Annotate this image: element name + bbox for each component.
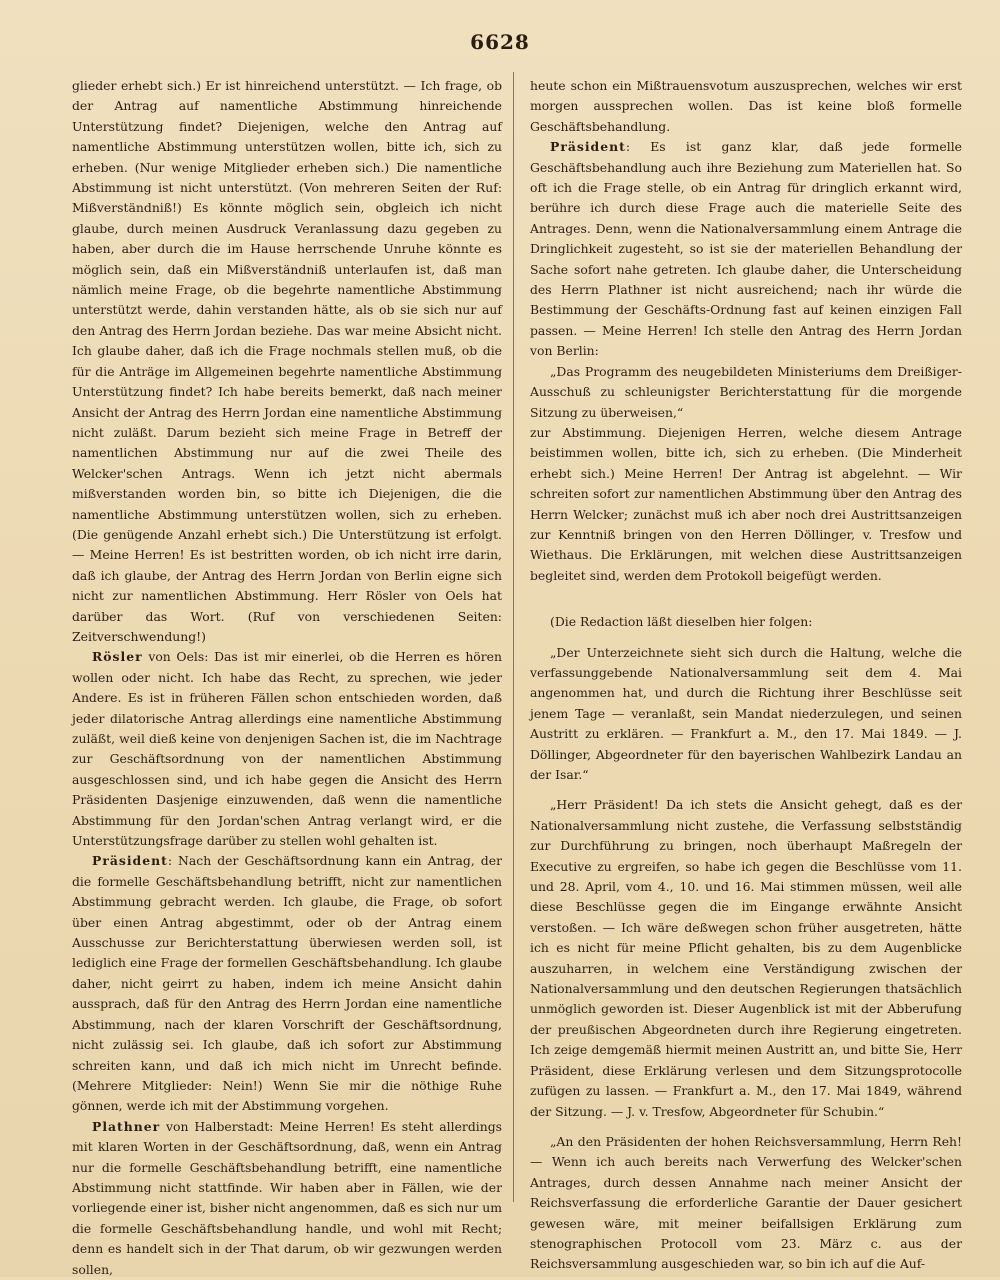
speaker-name: Präsident [92,853,168,869]
paragraph: glieder erhebt sich.) Er ist hinreichend unterstützt. — Ich frage, ob der Antrag auf namentliche Abstimmung hinreichende Unterstützung findet? Diejenigen, welche den Antrag auf namentliche Abstimmung unterstützen wollen, bitte ich, sich zu erheben. (Nur wenige Mitglieder erheben sich.) Die namentliche Abstimmung ist nicht unterstützt. (Von mehreren Seiten der Ruf: Mißverständniß!) Es könnte möglich sein, obgleich ich nicht glaube, durch meinen Ausdruck Veranlassung dazu gegeben zu haben, aber durch die im Hause herrschende Unruhe könnte es möglich sein, daß ein Mißverständniß unterlaufen ist, daß man nämlich meine Frage, ob die begehrte namentliche Abstimmung unterstützt werde, dahin verstanden hätte, als ob sie sich nur auf den Antrag des Herrn Jordan beziehe. Das war meine Absicht nicht. Ich glaube daher, daß ich die Frage nochmals stellen muß, ob die für die Anträge im Allgemeinen begehrte namentliche Abstimmung Unterstützung findet? Ich habe bereits bemerkt, daß nach meiner Ansicht der Antrag des Herrn Jordan eine namentliche Abstimmung nicht zuläßt. Darum bezieht sich meine Frage in Betreff der namentlichen Abstimmung nur auf die zwei Theile des Welcker'schen Antrags. Wenn ich jetzt nicht abermals mißverstanden worden bin, so bitte ich Diejenigen, die die namentliche Abstimmung unterstützen wollen, sich zu erheben. (Die genügende Anzahl erhebt sich.) Die Unterstützung ist erfolgt. — Meine Herren! Es ist bestritten worden, ob ich nicht irre darin, daß ich glaube, der Antrag des Herrn Jordan von Berlin eigne sich nicht zur namentlichen Abstimmung. Herr Rösler von Oels hat darüber das Wort. (Ruf von verschiedenen Seiten: Zeitverschwendung!) [72,78,502,644]
quoted-motion: „Das Programm des neugebildeten Ministeriums dem Dreißiger-Ausschuß zu schleunigster Berichterstattung für die morgende Sitzung zu überweisen,“ [530,363,962,420]
redaction-note: (Die Redaction läßt dieselben hier folgen: [550,614,813,630]
spacer [530,586,962,612]
speech-text: : Es ist ganz klar, daß jede formelle Geschäftsbehandlung auch ihre Beziehung zum Materiellen hat. So oft ich die Frage stelle, ob ein Antrag für dringlich erkannt wird, berühre ich durch diese Frage auch die materielle Seite des Antrages. Denn, wenn die Nationalversammlung einem Antrage die Dringlichkeit zugesteht, so ist sie der materiellen Behandlung der Sache sofort nahe getreten. Ich glaube daher, die Unterscheidung des Herrn Plathner ist nicht ausreichend; nach ihr würde die Bestimmung der Geschäfts-Ordnung fast auf keinen einzigen Fall passen. — Meine Herren! Ich stelle den Antrag des Herrn Jordan von Berlin: [530,139,962,359]
speech-paragraph [72,851,502,1116]
speech-paragraph [72,1117,502,1280]
speech-paragraph [72,647,502,851]
speaker-name: Plathner [92,1118,161,1134]
speaker-name: Rösler [92,649,143,665]
resignation-letter: „An den Präsidenten der hohen Reichsversammlung, Herrn Reh! — Wenn ich auch bereits nach Verwerfung des Welcker'schen Antrages, durch dessen Annahme nach meiner Ansicht der Reichsverfassung die erforderliche Garantie der Dauer gesichert gewesen wäre, mit meiner beifallsigen Erklärung zum stenographischen Protocoll vom 23. März c. aus der Reichsversammlung ausgeschieden war, so bin ich auf die Auf- [530,1133,962,1272]
speech-text: von Halberstadt: Meine Herren! Es steht allerdings mit klaren Worten in der Geschäftsordnung, daß, wenn ein Antrag nur die formelle Geschäftsbehandlung betrifft, eine namentliche Abstimmung nicht stattfinde. Wir haben aber in Fällen, wie der vorliegende einer ist, bisher nicht angenommen, daß es sich nur um die formelle Geschäftsbehandlung handle, und wohl mit Recht; denn es handelt sich in der That darum, ob wir gezwungen werden sollen, [72,1118,502,1277]
paragraph: heute schon ein Mißtrauensvotum auszusprechen, welches wir erst morgen aussprechen wollen. Das ist keine bloß formelle Geschäftsbehandlung. [530,78,962,134]
page-number: 6628 [470,30,530,54]
paragraph: zur Abstimmung. Diejenigen Herren, welche diesem Antrage beistimmen wollen, bitte ich, sich zu erheben. (Die Minderheit erhebt sich.) Meine Herren! Der Antrag ist abgelehnt. — Wir schreiten sofort zur namentlichen Abstimmung über den Antrag des Herrn Welcker; zunächst muß ich aber noch drei Austrittsanzeigen zur Kenntniß bringen von den Herren Döllinger, v. Tresfow und Wiethaus. Die Erklärungen, mit welchen diese Austrittsanzeigen begleitet sind, werden dem Protokoll beigefügt werden. [530,424,962,583]
column-divider [513,72,514,1202]
right-column [530,76,962,1275]
speech-text: : Nach der Geschäftsordnung kann ein Antrag, der die formelle Geschäftsbehandlung betrifft, nicht zur namentlichen Abstimmung gebracht werden. Ich glaube, die Frage, ob sofort über einen Antrag abgestimmt, oder ob der Antrag einem Ausschusse zur Berichterstattung überwiesen werden soll, ist lediglich eine Frage der formellen Geschäftsbehandlung. Ich glaube daher, nicht geirrt zu haben, indem ich meine Ansicht dahin aussprach, daß für den Antrag des Herrn Jordan eine namentliche Abstimmung, nach der klaren Vorschrift der Geschäftsordnung, nicht zulässig sei. Ich glaube, daß ich sofort zur Abstimmung schreiten kann, und daß ich mich nicht im Unrecht befinde. (Mehrere Mitglieder: Nein!) Wenn Sie mir die nöthige Ruhe gönnen, werde ich mit der Abstimmung vorgehen. [72,853,502,1114]
spacer [530,1122,962,1132]
left-column [72,76,502,1280]
spacer [530,633,962,643]
speech-text: von Oels: Das ist mir einerlei, ob die Herren es hören wollen oder nicht. Ich habe das Recht, zu sprechen, wie jeder Andere. Es ist in früheren Fällen schon entschieden worden, daß jeder dilatorische Antrag allerdings eine namentliche Abstimmung zuläßt, weil dieß keine von denjenigen Sachen ist, die im Nachtrage zur Geschäftsordnung von der namentlichen Abstimmung ausgeschlossen sind, und ich habe gegen die Ansicht des Herrn Präsidenten Dasjenige einzuwenden, daß wenn die namentliche Abstimmung für den Jordan'schen Antrag verlangt wird, er die Unterstützungsfrage darüber zu stellen wohl gehalten ist. [72,649,502,849]
spacer [530,785,962,795]
speech-paragraph [530,137,962,361]
resignation-letter: „Der Unterzeichnete sieht sich durch die Haltung, welche die verfassunggebende Nationalversammlung seit dem 4. Mai angenommen hat, und durch die Richtung ihrer Beschlüsse seit jenem Tage — veranlaßt, sein Mandat niederzulegen, und seinen Austritt zu erklären. — Frankfurt a. M., den 17. Mai 1849. — J. Döllinger, Abgeordneter für den bayerischen Wahlbezirk Landau an der Isar.“ [530,644,962,782]
speaker-name: Präsident [550,139,626,155]
resignation-letter: „Herr Präsident! Da ich stets die Ansicht gehegt, daß es der Nationalversammlung nicht zustehe, die Verfassung selbstständig zur Durchführung zu bringen, noch überhaupt Maßregeln der Executive zu ergreifen, so habe ich gegen die Beschlüsse vom 11. und 28. April, vom 4., 10. und 16. Mai stimmen müssen, weil alle diese Beschlüsse gegen die im Eingange erwähnte Ansicht verstoßen. — Ich wäre deßwegen schon früher ausgetreten, hätte ich es nicht für meine Pflicht gehalten, bis zu dem Augenblicke auszuharren, in welchem eine Verständigung zwischen der Nationalversammlung und den deutschen Regierungen thatsächlich unmöglich geworden ist. Dieser Augenblick ist mit der Abberufung der preußischen Abgeordneten durch ihre Regierung eingetreten. Ich zeige demgemäß hiermit meinen Austritt an, und bitte Sie, Herr Präsident, diese Erklärung verlesen und dem Sitzungsprotocolle zufügen zu lassen. — Frankfurt a. M., den 17. Mai 1849, während der Sitzung. — J. v. Tresfow, Abgeordneter für Schubin.“ [530,797,962,1119]
